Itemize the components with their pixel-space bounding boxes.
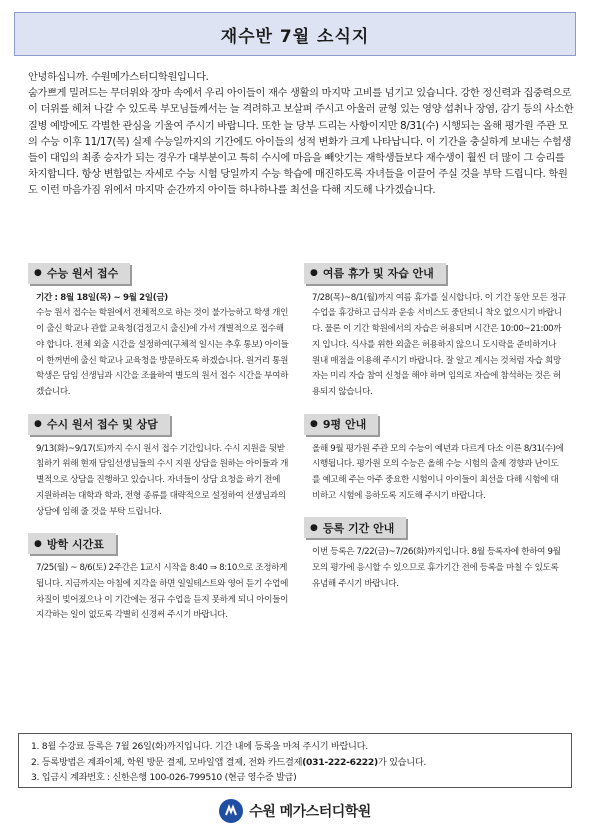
section-heading <box>304 263 446 284</box>
note-payment-suffix: 가 있습니다. <box>377 756 427 768</box>
application-period: 기간 : 8월 18일(목) ~ 9월 2일(금) <box>36 292 168 303</box>
section-body <box>28 561 290 624</box>
section-early-admission <box>28 411 290 520</box>
section-heading <box>304 414 378 435</box>
right-column <box>304 260 566 603</box>
section-heading <box>28 263 130 284</box>
title-box <box>14 12 576 56</box>
page-title: 재수반 7월 소식지 <box>220 26 370 47</box>
note-payment-methods <box>31 755 559 771</box>
section-text: 9/13(화)~9/17(토)까지 수시 원서 접수 기간입니다. 수시 지원을 뒷받침하기 위해 현재 담임선생님들의 수시 지원 상담을 원하는 아이들과 개별적으로 상담을 진행하고 있습니다. 자녀들이 상담 요청을 하기 전에 지원하려는 대학과 학과, 전형 종류를 대략적으로 설정하여 선생님과의 상담에 임해 줄 것을 부탁 드립니다. <box>36 443 289 517</box>
section-body <box>304 545 566 592</box>
note-bank-account: 3. 입금시 계좌번호 : 신한은행 100-026-799510 (현금 영수증 발급) <box>31 772 297 784</box>
note-tuition-deadline: 1. 8월 수강료 등록은 7월 26일(화)까지입니다. 기간 내에 등록을 마쳐 주시기 바랍니다. <box>31 741 368 752</box>
section-summer-break <box>304 260 566 401</box>
bullet-icon: ● <box>34 268 42 278</box>
section-heading-label: 방학 시간표 <box>46 537 104 551</box>
intro-text <box>18 70 574 200</box>
section-body <box>304 291 566 402</box>
notes-box <box>18 733 572 788</box>
section-text: 수능 원서 접수는 학원에서 전체적으로 하는 것이 불가능하고 학생 개인이 출신 학교나 관할 교육청(검정고시 출신)에 가서 개별적으로 접수해야 합니다. 전체 외출 시간을 설정하여(구체적 일시는 추후 통보) 아이들이 한꺼번에 출신 학교나 교육청을 방문하도록 하겠습니다. 원거리 통원 학생은 담임 선생님과 시간을 조율하여 별도의 원서 접수 시간을 부여하겠습니다. <box>36 308 289 398</box>
intro-greeting: 안녕하십니까. 수원메가스터디학원입니다. <box>28 72 209 83</box>
section-text: 7/28(목)~8/1(월)까지 여름 휴가를 실시합니다. 이 기간 동안 모든 정규 수업을 휴강하고 급식과 운송 서비스도 중단되니 착오 없으시기 바랍니다. 물론 이 기간 학원에서의 자습은 허용되며 시간은 10:00~21:00까지 입니다. 식사를 위한 외출은 허용하지 않으니 도시락을 준비하거나 원내 매점을 이용해 주시기 바랍니다. 잘 알고 계시는 것처럼 자습 희망자는 미리 자습 참여 신청을 해야 하며 임의로 자습에 참석하는 것은 허용되지 않습니다. <box>312 292 566 398</box>
phone-number[interactable]: (031-222-6222) <box>302 756 378 768</box>
logo-text: 수원 메가스터디학원 <box>249 804 371 820</box>
section-body <box>28 442 290 521</box>
section-heading-label: 수시 원서 접수 및 상담 <box>46 418 158 432</box>
section-body <box>28 291 290 402</box>
section-text: 이번 등록은 7/22(금)~7/26(화)까지입니다. 8월 등록자에 한하여 9월 모의 평가에 응시할 수 있으므로 휴가기간 전에 등록을 마칠 수 있도록 유념해 주시기 바랍니다. <box>312 547 561 589</box>
footer-logo <box>0 796 590 826</box>
section-heading <box>304 517 406 538</box>
bullet-icon: ● <box>310 419 318 430</box>
section-heading-label: 수능 원서 접수 <box>46 267 119 280</box>
section-heading-label: 9평 안내 <box>322 418 367 432</box>
section-vacation-schedule <box>28 531 290 625</box>
left-column <box>28 260 290 634</box>
section-heading <box>28 414 170 435</box>
section-body <box>304 442 566 505</box>
intro-body: 숨가쁘게 밀려드는 무더위와 장마 속에서 우리 아이들이 재수 생활의 마지막 고비를 넘기고 있습니다. 강한 정신력과 집중력으로 이 더위를 헤쳐 나갈 수 있도록 부모님들께서는 늘 격려하고 보살펴 주시고 아울러 균형 있는 영양 섭취나 장염, 감기 등의 사소한 질병 예방에도 각별한 관심을 기울여 주시기 바랍니다. 또한 늘 당부 드리는 사항이지만 8/31(수) 시행되는 올해 평가원 주관 모의 수능 이후 11/17(목) 실제 수능일까지의 기간에도 아이들의 성적 변화가 크게 나타납니다. 이 기간을 충실하게 보내는 수험생들이 대입의 최종 승자가 되는 경우가 대부분이고 특히 수시에 마음을 빼앗기는 재학생들보다 재수생이 훨씬 더 많이 그 승리를 차지합니다. 항상 변함없는 자세로 수능 시험 당일까지 수능 학습에 매진하도록 자녀들을 이끌어 주실 것을 부탁 드립니다. 학원도 이런 마음가짐 위에서 마지막 순간까지 아이들 하나하나를 최선을 다해 지도해 나가겠습니다. <box>28 88 574 197</box>
section-heading-label: 등록 기간 안내 <box>322 521 395 535</box>
bullet-icon: ● <box>34 538 42 549</box>
note-payment-text: 2. 등록방법은 계좌이체, 학원 방문 결제, 모바일앱 결제, 전화 카드결제 <box>31 756 303 768</box>
section-registration-period <box>304 515 566 593</box>
bullet-icon: ● <box>310 522 318 533</box>
section-text: 올해 9월 평가원 주관 모의 수능이 예년과 다르게 다소 이른 8/31(수)에 시행됩니다. 평가원 모의 수능은 올해 수능 시험의 출제 경향과 난이도를 예고해 주는 아주 중요한 시험이니 아이들이 최선을 다해 시험에 대비하고 시험에 응하도록 지도해 주시기 바랍니다. <box>312 443 564 501</box>
section-text: 7/25(월) ~ 8/6(토) 2주간은 1교시 시작을 8:40 ⇒ 8:10으로 조정하게 됩니다. 지금까지는 아침에 지각을 하면 일일테스트와 영어 듣기 수업에 차질이 빚어졌으나 이 기간에는 정규 수업을 듣지 못하게 되니 아이들이 지각하는 일이 없도록 각별히 신경써 주시기 바랍니다. <box>36 563 289 621</box>
mega-logo-icon <box>219 799 243 823</box>
bullet-icon: ● <box>34 419 42 430</box>
section-heading-label: 여름 휴가 및 자습 안내 <box>322 267 434 280</box>
section-september-mock <box>304 411 566 505</box>
section-sat-application <box>28 260 290 401</box>
bullet-icon: ● <box>310 268 318 278</box>
section-heading <box>28 533 116 554</box>
